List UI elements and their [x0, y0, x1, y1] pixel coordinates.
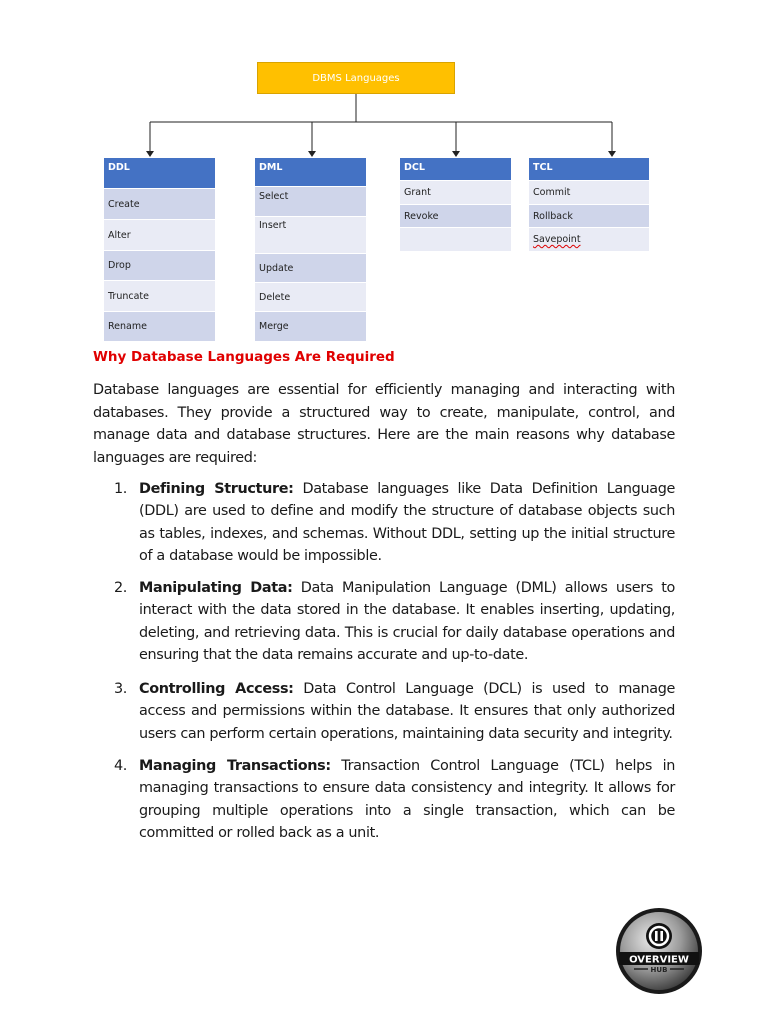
column-dml: [255, 158, 366, 341]
logo-text-overview: OVERVIEW: [629, 954, 689, 966]
column-ddl: [104, 158, 215, 341]
list-item: [114, 577, 675, 667]
root-node-dbms-languages: [257, 62, 455, 94]
list-item: [114, 678, 675, 745]
list-item-term: Controlling Access:: [139, 681, 294, 697]
column-ddl-item: Rename: [104, 311, 215, 341]
column-dml-item: Merge: [255, 311, 366, 341]
list-item-text: Transaction Control Language (TCL) helps in managing transactions to ensure data consistency and integrity. It allows for grouping multiple operations into a single transaction, which can be committed or rolled back as a unit.: [139, 758, 675, 842]
column-dcl: [400, 158, 511, 251]
list-item-term: Managing Transactions:: [139, 758, 331, 774]
list-item-number: 2.: [114, 580, 128, 596]
list-item-text: Data Manipulation Language (DML) allows users to interact with the data stored in the database. It enables inserting, updating, deleting, and retrieving data. This is crucial for daily database operations and ensuring that the data remains accurate and up-to-date.: [139, 580, 675, 664]
column-dcl-item: [400, 227, 511, 251]
list-item-number: 4.: [114, 758, 128, 774]
section-heading: Why Database Languages Are Required: [93, 349, 395, 365]
column-ddl-item: Truncate: [104, 280, 215, 311]
column-tcl-item: Rollback: [529, 204, 649, 227]
overview-hub-logo: [614, 906, 704, 996]
column-dml-item: Select: [255, 186, 366, 216]
column-dml-item: Insert: [255, 216, 366, 253]
list-item-number: 3.: [114, 681, 128, 697]
root-node-label: DBMS Languages: [312, 72, 400, 84]
column-dcl-item: Grant: [400, 180, 511, 204]
column-ddl-item: Drop: [104, 250, 215, 280]
column-dcl-header: DCL: [400, 158, 511, 180]
column-ddl-header: DDL: [104, 158, 215, 188]
list-item-term: Manipulating Data:: [139, 580, 293, 596]
column-ddl-item: Create: [104, 188, 215, 219]
intro-paragraph: Database languages are essential for efficiently managing and interacting with databases. They provide a structured way to create, manipulate, control, and manage data and database structures. Here are the main reasons why database languages are required:: [93, 382, 675, 466]
column-dml-item: Update: [255, 253, 366, 282]
list-item: [114, 755, 675, 845]
list-item-number: 1.: [114, 481, 128, 497]
column-tcl-item: Commit: [529, 180, 649, 204]
column-tcl-header: TCL: [529, 158, 649, 180]
list-item-text: Data Control Language (DCL) is used to manage access and permissions within the database. It ensures that only authorized users can perform certain operations, maintaining data security and integrity.: [139, 681, 675, 742]
logo-text-hub: HUB: [650, 966, 668, 974]
dbms-languages-diagram: [0, 0, 768, 345]
column-dcl-item: Revoke: [400, 204, 511, 227]
list-item-term: Defining Structure:: [139, 481, 294, 497]
column-tcl-item-label: Savepoint: [533, 234, 581, 245]
column-dml-item: Delete: [255, 282, 366, 311]
column-ddl-item: Alter: [104, 219, 215, 250]
list-item-text: Database languages like Data Definition Language (DDL) are used to define and modify the structure of database objects such as tables, indexes, and schemas. Without DDL, setting up the initial structure of a database would be impossible.: [139, 481, 675, 565]
column-tcl: [529, 158, 649, 251]
column-dml-header: DML: [255, 158, 366, 186]
list-item: [114, 478, 675, 568]
column-tcl-item: [529, 227, 649, 251]
